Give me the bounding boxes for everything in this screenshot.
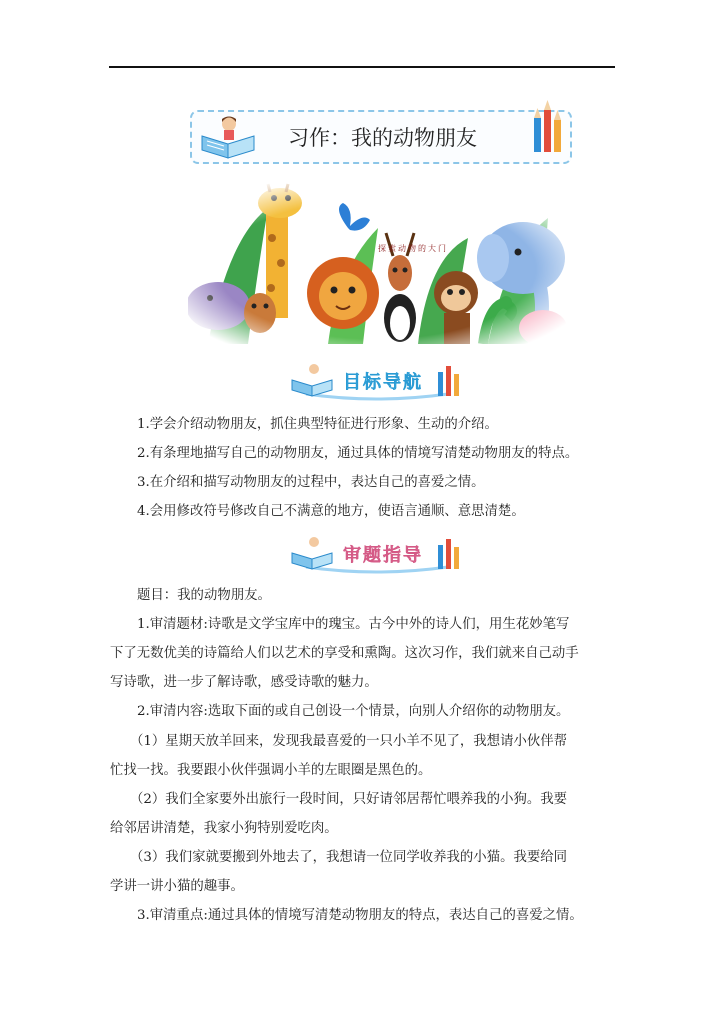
goal-item: 2.有条理地描写自己的动物朋友，通过具体的情境写清楚动物朋友的特点。 [137,446,579,461]
guidance-line: 忙找一找。我要跟小伙伴强调小羊的左眼圈是黑色的。 [110,763,432,778]
guidance-line: 写诗歌，进一步了解诗歌，感受诗歌的魅力。 [110,675,378,690]
hero-caption: 探索动物的大门 [378,244,448,253]
guidance-line: （2）我们全家要外出旅行一段时间，只好请邻居帮忙喂养我的小狗。我要 [130,792,568,807]
guidance-line: 给邻居讲清楚，我家小狗特别爱吃肉。 [110,821,338,836]
guidance-line: 2.审清内容:选取下面的或自己创设一个情景，向别人介绍你的动物朋友。 [137,704,570,719]
guidance-line: （1）星期天放羊回来，发现我最喜爱的一只小羊不见了，我想请小伙伴帮 [130,734,568,749]
header-rule [109,66,615,68]
guidance-line: 下了无数优美的诗篇给人们以艺术的享受和熏陶。这次习作，我们就来自己动手 [110,646,579,661]
page-title: 习作：我的动物朋友 [288,126,477,150]
pencils-icon [528,100,568,156]
animal-friends-illustration [188,178,566,344]
guidance-line: 3.审清重点:通过具体的情境写清楚动物朋友的特点，表达自己的喜爱之情。 [137,908,583,923]
section-heading-label: 审题指导 [343,545,423,566]
goal-item: 4.会用修改符号修改自己不满意的地方，使语言通顺、意思清楚。 [137,504,525,519]
section-heading-guidance [288,533,464,575]
title-banner [190,110,572,164]
guidance-line: 学讲一讲小猫的趣事。 [110,879,244,894]
guidance-line: （3）我们家就要搬到外地去了，我想请一位同学收养我的小猫。我要给同 [130,850,568,865]
goal-item: 1.学会介绍动物朋友，抓住典型特征进行形象、生动的介绍。 [137,417,498,432]
guidance-line: 题目：我的动物朋友。 [137,588,271,603]
goal-item: 3.在介绍和描写动物朋友的过程中，表达自己的喜爱之情。 [137,475,485,490]
guidance-line: 1.审清题材:诗歌是文学宝库中的瑰宝。古今中外的诗人们，用生花妙笔写 [137,617,570,632]
section-heading-goals [288,360,464,402]
section-heading-label: 目标导航 [343,372,423,393]
reading-child-icon [198,114,260,160]
